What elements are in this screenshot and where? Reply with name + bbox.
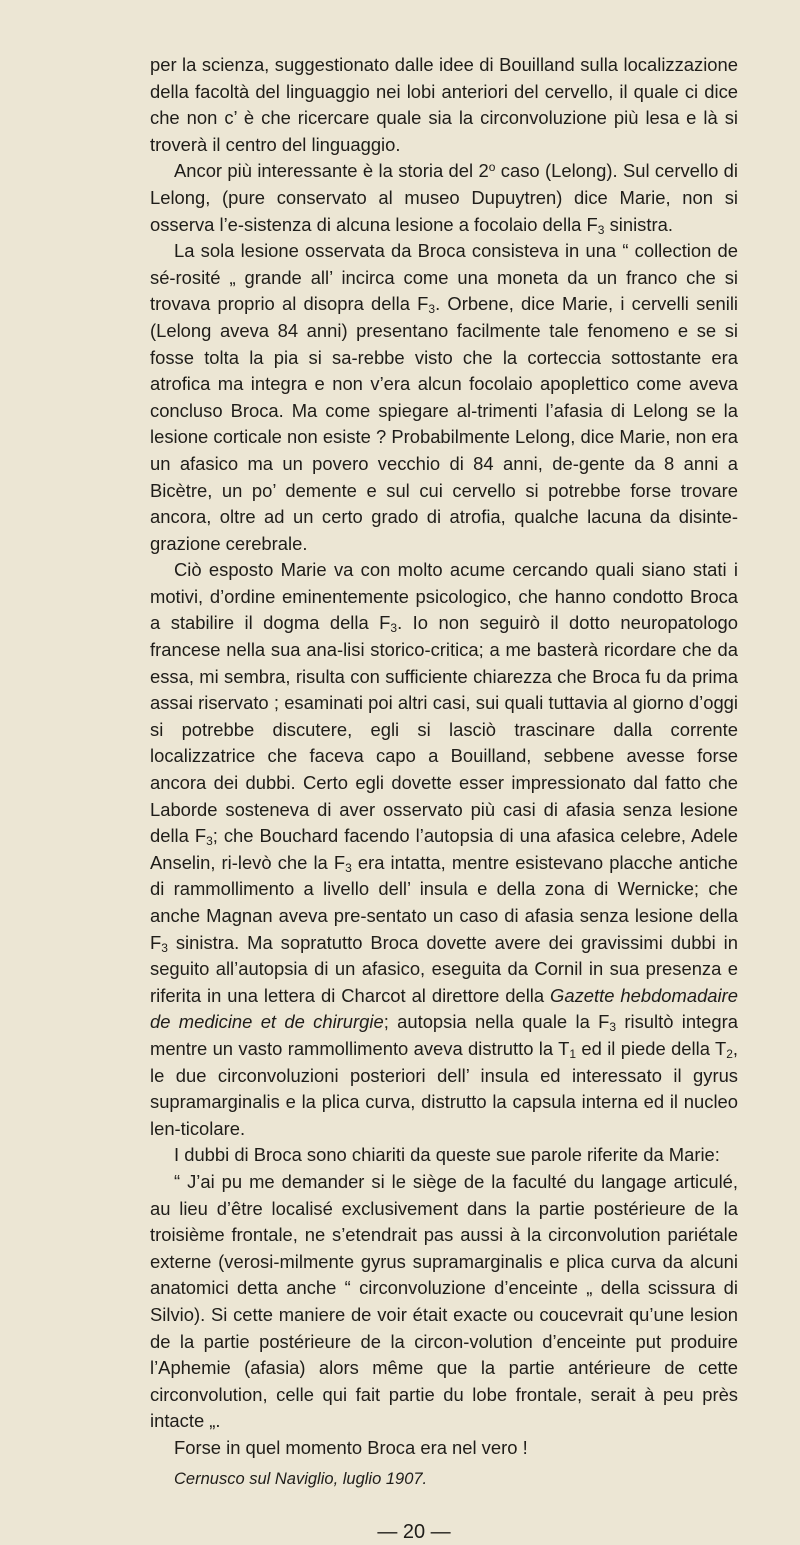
signature-place-date: Cernusco sul Naviglio, luglio 1907. [174,1470,428,1489]
page-number: — 20 — [377,1521,451,1544]
paragraph-1: per la scienza, suggestionato dalle idee di Bouilland sulla localizzazione della facoltà del linguaggio nei lobi anteriori del cervello, il quale ci dice che non c’ è che ricercare quale sia la circonvoluzione più lesa e là si troverà il centro del linguaggio. [150,54,738,155]
paragraph-6: “ J’ai pu me demander si le siège de la faculté du langage articulé, au lieu d’être localisé exclusivement dans la partie postérieure de la troisième frontale, ne s’etendrait pas aussi à la circonvolution pariétale externe (verosi-milmente gyrus supramarginalis e plica curva da alcuni anatomici detta anche “ circonvoluzione d’enceinte „ della scissura di Silvio). Si cette maniere de voir était exacte ou coucevrait qu’une lesion de la partie postérieure de la circon-volution d’enceinte put produire l’Aphemie (afasia) alors même que la partie antérieure de cette circonvolution, celle qui fait partie du lobe frontale, serait à peu près intacte „. [150,1170,738,1432]
paragraph-3: La sola lesione osservata da Broca consisteva in una “ collection de sé-rosité „ grande all’ incirca come una moneta da un franco che si trovava proprio al disopra della $F_3$. Orbene, dice Marie, i cervelli senili (Lelong aveva 84 anni) presentano facilmente tale fenomeno e se si fosse tolta la pia si sa-rebbe visto che la corteccia sottostante era atrofica ma integra e non v’era alcun focolaio apoplettico come aveva concluso Broca. Ma come spiegare al-trimenti l’afasia di Lelong se la lesione corticale non esiste ? Probabilmente Lelong, dice Marie, non era un afasico ma un povero vecchio di 84 anni, de-gente da 8 anni a Bicètre, un po’ demente e sul cui cervello si potrebbe forse trovare ancora, oltre ad un certo grado di atrofia, qualche lacuna da disinte-grazione cerebrale. [150,240,738,554]
paragraph-2: Ancor più interessante è la storia del 2$^o$ caso (Lelong). Sul cervello di Lelong, (pure conservato al museo Dupuytren) dice Marie, non si osserva l’e-sistenza di alcuna lesione a focolaio della $F_3$ sinistra. [150,160,738,237]
paragraph-7: Forse in quel momento Broca era nel vero ! [174,1436,528,1458]
paragraph-4: Ciò esposto Marie va con molto acume cercando quali siano stati i motivi, d’ordine eminentemente psicologico, che hanno condotto Broca a stabilire il dogma della $F_3$. Io non seguirò il dotto neuropatologo francese nella sua ana-lisi storico-critica; a me basterà ricordare che da essa, mi sembra, risulta con sufficiente chiarezza che Broca fu da prima assai riservato ; esaminati poi altri casi, sui quali tuttavia al giorno d’oggi si potrebbe discutere, egli si lasciò trascinare dalla corrente localizzatrice che faceva capo a Bouilland, sebbene avesse forse ancora dei dubbi. Certo egli dovette esser impressionato dal fatto che Laborde sosteneva di aver osservato più casi di afasia senza lesione della $F_3$; che Bouchard facendo l’autopsia di una afasica celebre, Adele Anselin, ri-levò che la $F_3$ era intatta, mentre esistevano placche antiche di rammollimento a livello dell’ insula e della zona di Wernicke; che anche Magnan aveva pre-sentato un caso di afasia senza lesione della $F_3$ sinistra. Ma sopratutto Broca dovette avere dei gravissimi dubbi in seguito all’autopsia di un afasico, eseguita da Cornil in sua presenza e riferita in una lettera di Charcot al direttore della Gazette hebdomadaire de medicine et de chirurgie; autopsia nella quale la $F_3$ risultò integra mentre un vasto rammollimento aveva distrutto la $T_1$ ed il piede della $T_2$, le due circonvoluzioni posteriori dell’ insula ed interessato il gyrus supramarginalis e la plica curva, distrutto la capsula interna ed il nucleo len-ticolare. [150,559,739,1139]
paragraph-5: I dubbi di Broca sono chiariti da queste sue parole riferite da Marie: [174,1144,720,1166]
